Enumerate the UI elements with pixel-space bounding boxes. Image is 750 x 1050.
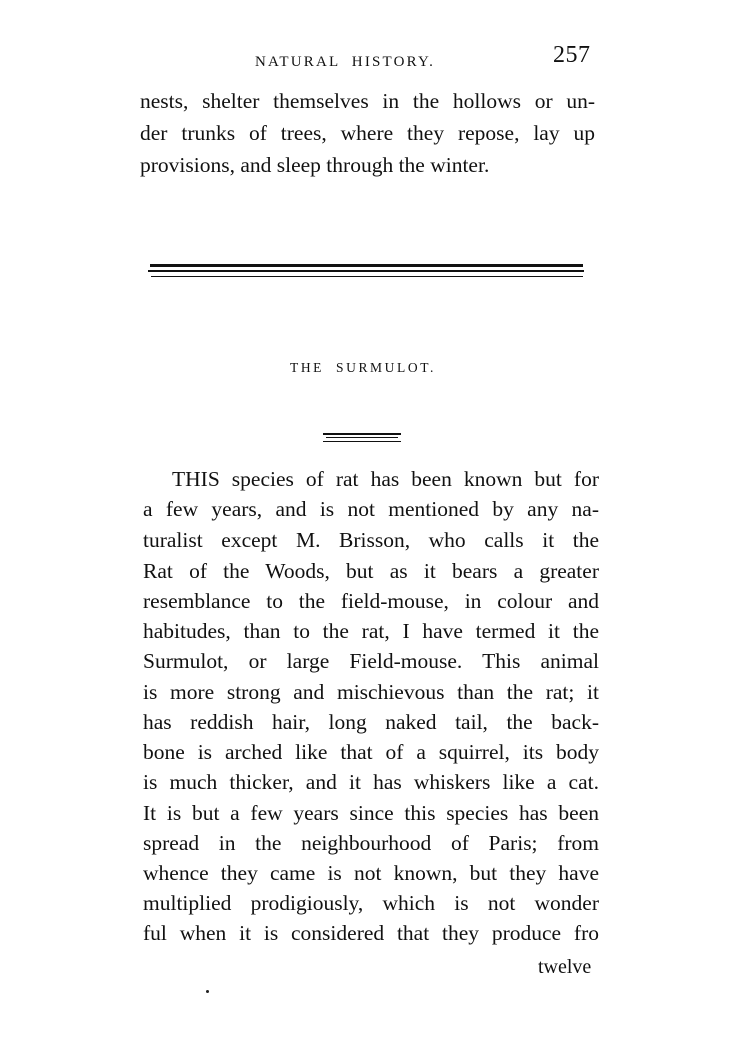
section-divider-thick <box>150 264 583 267</box>
title-divider <box>323 433 401 435</box>
body-line: spread in the neighbourhood of Paris; from <box>143 831 599 855</box>
body-line: has reddish hair, long naked tail, the back- <box>143 710 599 734</box>
running-head: NATURAL HISTORY. <box>255 54 436 70</box>
body-line: Rat of the Woods, but as it bears a greater <box>143 559 599 583</box>
body-line: bone is arched like that of a squirrel, its body <box>143 740 599 764</box>
body-line: habitudes, than to the rat, I have termed it the <box>143 619 599 643</box>
body-line: is much thicker, and it has whiskers like a cat. <box>143 770 599 794</box>
body-line: is more strong and mischievous than the rat; it <box>143 680 599 704</box>
body-line: resemblance to the field-mouse, in colour and <box>143 589 599 613</box>
continuation-line: nests, shelter themselves in the hollows or un- <box>140 89 595 113</box>
body-line: It is but a few years since this species has been <box>143 801 599 825</box>
ink-speck <box>206 990 209 993</box>
body-line: whence they came is not known, but they have <box>143 861 599 885</box>
catchword: twelve <box>538 956 592 978</box>
body-line: Surmulot, or large Field-mouse. This animal <box>143 649 599 673</box>
body-line: multiplied prodigiously, which is not wonder <box>143 891 599 915</box>
page-number: 257 <box>553 42 591 68</box>
body-line: ful when it is considered that they produce fro <box>143 921 599 945</box>
title-divider <box>323 441 401 442</box>
section-title <box>0 360 750 376</box>
title-divider <box>326 437 398 438</box>
body-line: THIS species of rat has been known but for <box>172 467 599 491</box>
body-line: a few years, and is not mentioned by any na- <box>143 497 599 521</box>
body-line: turalist except M. Brisson, who calls it the <box>143 528 599 552</box>
continuation-line: der trunks of trees, where they repose, lay up <box>140 121 595 145</box>
continuation-line: provisions, and sleep through the winter. <box>140 153 490 177</box>
section-divider-thin <box>151 276 583 277</box>
section-divider-thick <box>148 270 584 272</box>
section-title-text: THE SURMULOT. <box>289 360 437 375</box>
